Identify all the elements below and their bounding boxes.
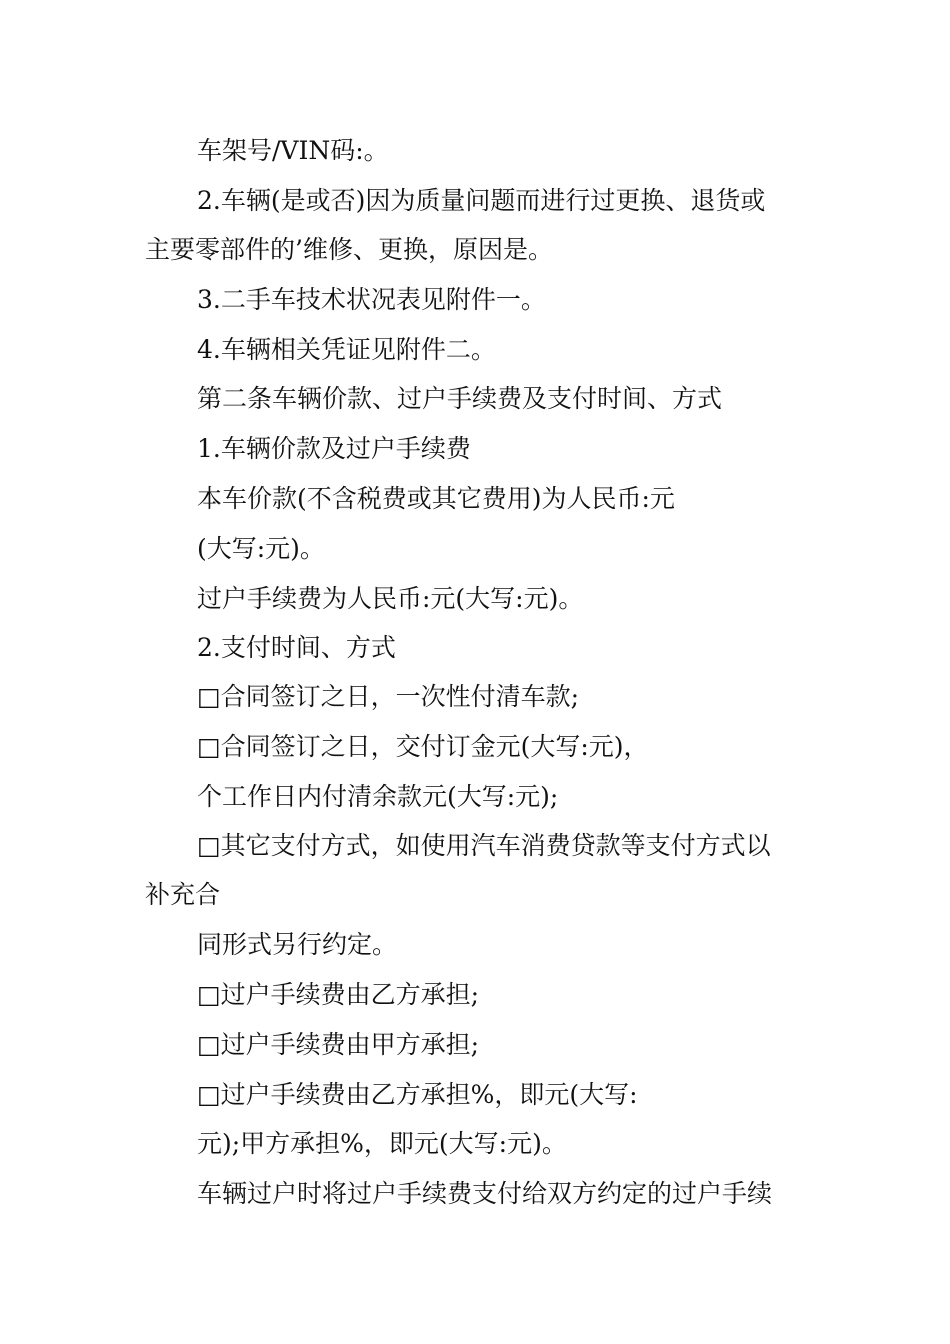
text-line: 元);甲方承担%，即元(大写:元)。 bbox=[197, 1129, 567, 1158]
text-line: 过户手续费为人民币:元(大写:元)。 bbox=[197, 584, 584, 613]
text-line: 第二条车辆价款、过户手续费及支付时间、方式 bbox=[197, 384, 723, 413]
text-line: 车架号/VIN码:。 bbox=[197, 136, 389, 165]
text-line: 3.二手车技术状况表见附件一。 bbox=[197, 285, 546, 314]
text-line: 1.车辆价款及过户手续费 bbox=[197, 434, 471, 463]
text-line: 2.车辆(是或否)因为质量问题而进行过更换、退货或 bbox=[197, 186, 766, 215]
text-line: 个工作日内付清余款元(大写:元); bbox=[197, 782, 559, 811]
text-line: 补充合 bbox=[145, 880, 221, 909]
text-line: 4.车辆相关凭证见附件二。 bbox=[197, 335, 496, 364]
text-line: □合同签订之日，一次性付清车款; bbox=[197, 682, 580, 711]
text-line: □过户手续费由乙方承担; bbox=[197, 980, 480, 1009]
text-line: □过户手续费由乙方承担%，即元(大写: bbox=[197, 1080, 638, 1109]
text-line: 车辆过户时将过户手续费支付给双方约定的过户手续 bbox=[197, 1179, 773, 1208]
text-line: □其它支付方式，如使用汽车消费贷款等支付方式以 bbox=[197, 831, 771, 860]
text-line: 同形式另行约定。 bbox=[197, 930, 398, 959]
text-line: □过户手续费由甲方承担; bbox=[197, 1030, 480, 1059]
text-line: 主要零部件的’维修、更换，原因是。 bbox=[145, 235, 553, 264]
text-line: □合同签订之日，交付订金元(大写:元)， bbox=[197, 732, 649, 761]
text-line: 本车价款(不含税费或其它费用)为人民币:元 bbox=[197, 484, 675, 513]
text-line: 2.支付时间、方式 bbox=[197, 633, 396, 662]
text-line: (大写:元)。 bbox=[197, 534, 325, 563]
